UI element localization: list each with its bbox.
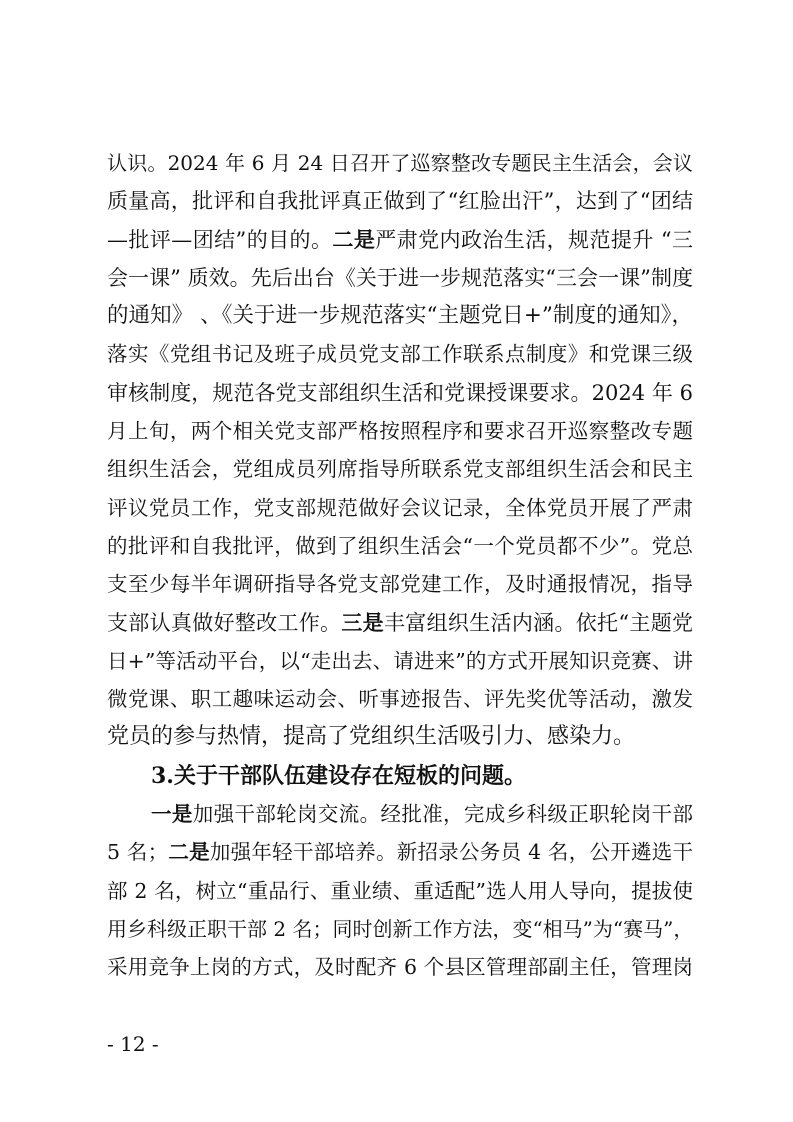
text-line: 月上旬，两个相关党支部严格按照程序和要求召开巡察整改专题: [107, 419, 693, 444]
text-run: 加强干部轮岗交流。经批准，完成乡科级正职轮岗干部: [192, 802, 694, 827]
text-line: [107, 833, 693, 871]
text-line: 的通知》 、《关于进一步规范落实“主题党日+”制度的通知》，: [107, 303, 693, 329]
text-run: 严肃党内政治生活，规范提升 “三: [375, 227, 693, 252]
text-line: 质量高，批评和自我批评真正做到了“红脸出汗”，达到了“团结: [107, 189, 693, 214]
text-run: 支部认真做好整改工作。: [107, 610, 342, 635]
emphasis-label: 二是: [168, 840, 210, 865]
text-line: 会一课” 质效。先后出台《关于进一步规范落实“三会一课”制度: [107, 265, 693, 290]
emphasis-label: 一是: [151, 802, 193, 827]
text-run: 加强年轻干部培养。新招录公务员 4 名，公开遴选干: [209, 840, 694, 865]
text-line: 微党课、职工趣味运动会、听事迹报告、评先奖优等活动，激发: [107, 687, 693, 712]
emphasis-label: 三是: [341, 609, 384, 635]
text-line: 用乡科级正职干部 2 名；同时创新工作方法，变“相马”为“赛马”，: [107, 916, 694, 941]
text-line: 部 2 名，树立“重品行、重业绩、重适配”选人用人导向，提拔使: [107, 878, 693, 903]
text-line: 落实《党组书记及班子成员党支部工作联系点制度》和党课三级: [107, 342, 693, 367]
text-run: 5 名；: [107, 840, 169, 865]
text-run: 丰富组织生活内涵。依托“主题党: [384, 610, 694, 635]
body-text: [107, 144, 693, 987]
text-line: 认识。2024 年 6 月 24 日召开了巡察整改专题民主生活会，会议: [107, 151, 693, 175]
emphasis-label: 二是: [332, 226, 376, 252]
text-line: [107, 221, 693, 259]
section-heading: 3.关于干部队伍建设存在短板的问题。: [151, 762, 526, 789]
text-line: 组织生活会，党组成员列席指导所联系党支部组织生活会和民主: [107, 457, 693, 482]
text-line: [107, 604, 693, 642]
text-line: [107, 795, 693, 833]
text-line: 审核制度，规范各党支部组织生活和党课授课要求。2024 年 6: [107, 380, 693, 405]
text-run: —批评—团结”的目的。: [107, 227, 333, 252]
text-line: 党员的参与热情，提高了党组织生活吸引力、感染力。: [107, 724, 636, 750]
text-line: 采用竞争上岗的方式，及时配齐 6 个县区管理部副主任，管理岗: [107, 955, 693, 980]
page-number: - 12 -: [107, 1032, 159, 1056]
text-line: 支至少每半年调研指导各党支部党建工作，及时通报情况，指导: [107, 572, 693, 597]
text-line: 日+”等活动平台，以“走出去、请进来”的方式开展知识竞赛、讲: [107, 648, 693, 673]
text-line: 的批评和自我批评，做到了组织生活会“一个党员都不少”。党总: [107, 533, 693, 558]
text-line: 评议党员工作，党支部规范做好会议记录，全体党员开展了严肃: [107, 495, 693, 520]
